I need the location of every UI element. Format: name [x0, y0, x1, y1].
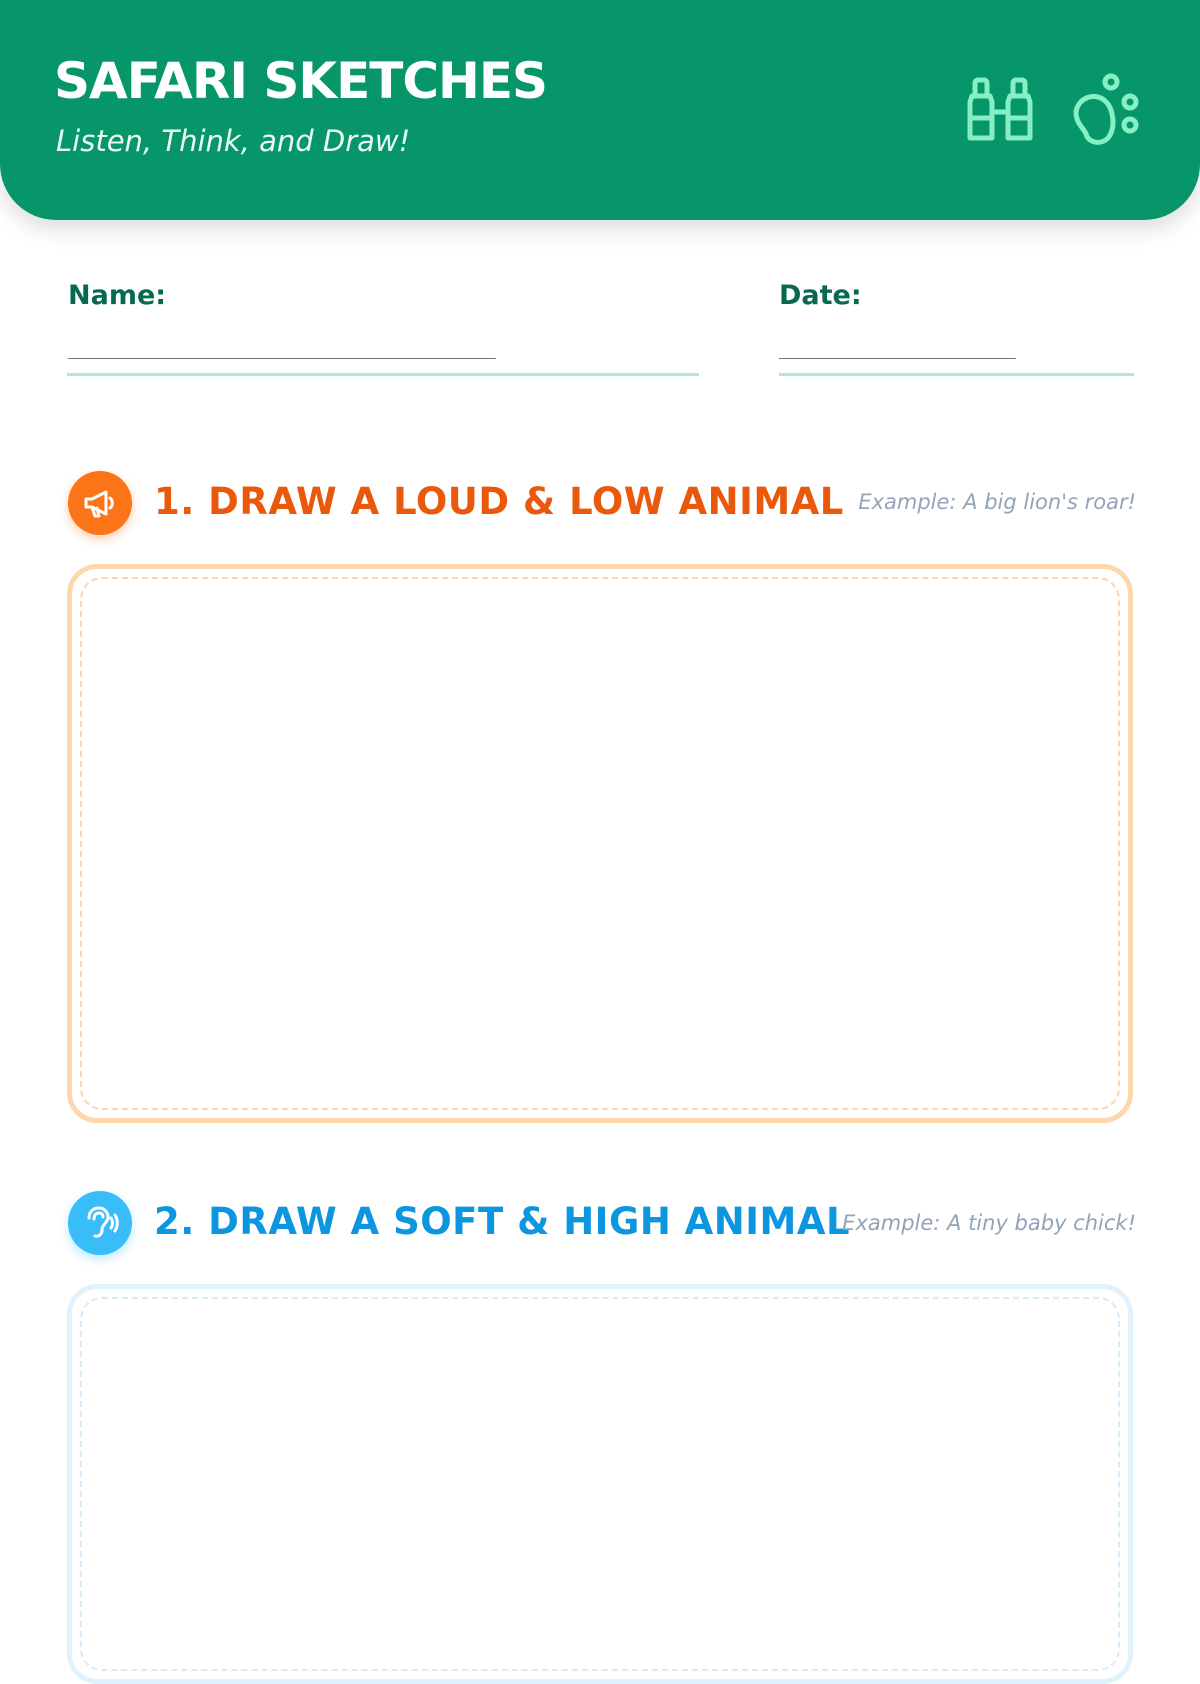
drawing-area-1-dashed-border — [80, 577, 1120, 1110]
date-label: Date: — [779, 280, 862, 311]
section-1-badge — [68, 471, 132, 535]
drawing-area-2[interactable] — [67, 1284, 1133, 1684]
date-field[interactable]: _____________________ — [779, 335, 1016, 359]
name-label: Name: — [68, 280, 167, 311]
name-field[interactable]: ______________________________________ — [68, 335, 496, 359]
section-2-heading: 2. DRAW A SOFT & HIGH ANIMAL — [154, 1200, 851, 1243]
section-2-example: Example: A tiny baby chick! — [842, 1211, 1136, 1235]
page-subtitle: Listen, Think, and Draw! — [56, 124, 411, 158]
megaphone-icon — [82, 485, 118, 521]
drawing-area-2-dashed-border — [80, 1297, 1120, 1671]
name-underline — [67, 373, 699, 376]
section-1-heading: 1. DRAW A LOUD & LOW ANIMAL — [154, 480, 844, 523]
paw-icon — [1068, 72, 1144, 148]
binoculars-icon — [962, 72, 1038, 148]
date-underline — [779, 373, 1134, 376]
ear-icon — [81, 1204, 119, 1242]
header-banner — [0, 0, 1200, 220]
drawing-area-1[interactable] — [67, 564, 1133, 1123]
page-title: SAFARI SKETCHES — [54, 52, 548, 110]
section-1-example: Example: A big lion's roar! — [858, 490, 1136, 514]
section-2-badge — [68, 1191, 132, 1255]
